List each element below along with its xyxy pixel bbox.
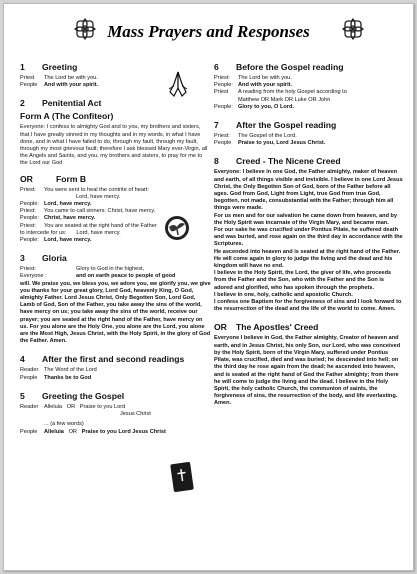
line-text: Alleluia — [44, 428, 64, 435]
section-number: 3 — [20, 253, 25, 264]
document-page — [3, 3, 414, 571]
line-text: And with your spirit. — [44, 82, 99, 89]
speaker-label: Everyone: — [20, 124, 46, 131]
or-label: OR — [20, 173, 33, 184]
speaker-label: Priest: — [20, 266, 36, 273]
line-text: Jesus Christ — [120, 411, 151, 418]
creed-paragraph: For us men and for our salvation he came down from heaven, and by the Holy Spirit was incarnate of the Virgin Mary, and became man. — [214, 212, 398, 226]
prayer-text: I confess to almighty God and to you, my brothers and sisters, that I have greatly sinned in my thoughts and in my words, in what I have done, and in what I have failed to do, through my fault, through my fault, through my most grievous fault; therefore I ask blessed Mary ever-Virgin, all the Angels and Saints, and you, my brothers and sisters, to pray for me to the Lord our God — [20, 124, 208, 167]
line-text: Glory to you, O Lord. — [238, 103, 294, 110]
speaker-label: Priest — [20, 75, 35, 81]
section-heading — [214, 120, 404, 131]
section-title: Gloria — [42, 253, 67, 264]
dialogue-line — [20, 367, 211, 374]
form-a-title: Form A (The Confiteor) — [20, 111, 114, 122]
speaker-label: People — [214, 140, 232, 147]
line-text: ... (a few words) — [44, 421, 84, 428]
right-column — [214, 62, 404, 408]
dialogue-line — [20, 411, 211, 418]
speaker-label: People: — [20, 201, 39, 208]
line-text: You are seated at the right hand of the Father — [44, 222, 157, 229]
section-heading — [214, 322, 404, 333]
dialogue-line — [20, 375, 211, 382]
line-text: The Lord be with you. — [238, 75, 292, 81]
page-title: Mass Prayers and Responses — [107, 22, 310, 41]
section-title: Greeting the Gospel — [42, 390, 125, 401]
section-heading — [214, 156, 404, 167]
gloria-text: will. We praise you, we bless you, we adore you, we glorify you, we give you thanks for your great glory, Lord God, heavenly King, O God, almighty Father. Lord Jesus Christ, Only Begotten Son, Lord God, Lamb of God, Son of the Father, you take away the sins of the world, have mercy on us; you take away the sins of the world, receive our prayer; you are seated at the right hand of the Father, have mercy on us. For you alone are the Holy One, you alone are the Lord, you alone are the Most High, Jesus Christ, with the Holy Spirit, in the glory of God the Father. Amen. — [20, 280, 211, 345]
dialogue-line — [214, 140, 404, 147]
line-text: Glory to God in the highest, — [76, 266, 145, 273]
speaker-label: People — [20, 428, 38, 435]
dialogue-line — [20, 421, 211, 428]
speaker-label: Priest: — [20, 186, 36, 193]
speaker-label: Priest — [214, 89, 229, 96]
speaker-label: Priest: — [214, 75, 230, 81]
line-text: Praise to you Lord Jesus Christ — [81, 428, 166, 435]
speaker-label: People: — [20, 237, 39, 244]
dialogue-line — [214, 97, 404, 104]
dialogue-line — [20, 215, 211, 222]
speaker-label: People: — [214, 82, 233, 89]
line-text: and on earth peace to people of good — [76, 273, 176, 280]
line-text: Praise to you Lord — [79, 403, 126, 410]
creed-paragraph: I believe in the Holy Spirit, the Lord, the giver of life, who proceeds from the Father and the Son, who with the Father and the Son is adored and glorified, who has spoken through the prophets. — [214, 270, 392, 291]
section-number: 4 — [20, 354, 25, 365]
line-text: Lord, have mercy. — [76, 229, 121, 236]
section-number: 7 — [214, 120, 219, 131]
speaker-label: People: — [20, 215, 39, 222]
dialogue-line — [214, 89, 404, 96]
creed-paragraph: Everyone: I believe in one God, the Father almighty, maker of heaven and earth, of all things visible and invisible. I believe in one Lord Jesus Christ, the Only Begotten Son of God, born of the Father before all ages. God from God, Light from Light, true God from true God, begotten, not made, consubstantial with the Father; through him all things were made. — [214, 169, 403, 212]
creed-paragraph: For our sake he was crucified under Pontius Pilate, he suffered death and was buried, and rose again on the third day in accordance with the Scriptures. — [214, 227, 403, 248]
section-title: Creed - The Nicene Creed — [236, 156, 341, 167]
section-heading — [20, 253, 211, 264]
subheading — [20, 111, 211, 122]
confiteor-text — [20, 124, 211, 167]
line-text: Lord, have mercy. — [76, 193, 121, 200]
line-text: Thanks be to God — [44, 374, 92, 381]
line-text: Christ, have mercy. — [44, 215, 96, 222]
dialogue-line — [20, 82, 211, 89]
or-label: OR — [66, 403, 76, 410]
dialogue-line — [20, 201, 211, 208]
dialogue-line — [20, 187, 211, 194]
section-title: Greeting — [42, 62, 78, 72]
dialogue-line — [214, 104, 404, 111]
line-text: You were sent to heal the contrite of heart: — [44, 186, 149, 193]
dialogue-line — [214, 82, 404, 89]
dialogue-line — [20, 404, 211, 411]
section-heading — [20, 98, 211, 109]
line-text: Lord, have mercy. — [44, 201, 92, 208]
section-number: 5 — [20, 390, 25, 401]
speaker-label: Reader — [20, 403, 39, 410]
creed-paragraph: I confess one Baptism for the forgiveness of sins and I look forward to the resurrection of the dead and the life of the world to come. Amen. — [214, 299, 402, 313]
section-title: After the first and second readings — [42, 354, 185, 365]
dialogue-line — [20, 237, 211, 244]
line-text: to intercede for us: — [20, 229, 67, 236]
speaker-label: Priest: — [20, 208, 36, 215]
form-b-title: Form B — [56, 173, 87, 184]
dialogue-line — [20, 273, 211, 280]
line-text: The Lord be with you. — [44, 75, 98, 81]
section-number: 2 — [20, 98, 25, 109]
section-title: Penitential Act — [42, 98, 102, 109]
dialogue-line — [20, 194, 211, 201]
apostles-creed-text: Everyone I believe in God, the Father almighty, Creator of heaven and earth, and in Jesus Christ, his only Son, our Lord, who was conceived by the Holy Spirit, born of the Virgin Mary, suffered under Pontius Pilate, was crucified, died and was buried; he descended into hell; on the third day he rose again from the dead; he ascended into heaven, and is seated at the right hand of God the Father almighty; from there he will come to judge the living and the dead. I believe in the Holy Spirit, the holy catholic Church, the communion of saints, the forgiveness of sins, the resurrection of the body, and life everlasting. Amen. — [214, 335, 401, 407]
line-text: And with your spirit. — [238, 82, 293, 89]
dialogue-line — [20, 429, 211, 436]
section-number: 6 — [214, 62, 219, 72]
section-title: Before the Gospel reading — [236, 62, 344, 72]
line-text: Matthew OR Mark OR Luke OR John — [238, 96, 331, 103]
line-text: Alleluia — [44, 403, 63, 410]
or-label: OR — [68, 428, 77, 435]
speaker-label: Priest: — [214, 133, 230, 140]
section-heading — [214, 62, 404, 73]
section-number: 1 — [20, 62, 25, 72]
dialogue-line — [20, 230, 211, 237]
dialogue-line — [20, 223, 211, 230]
section-number: 8 — [214, 156, 219, 167]
speaker-label: Priest: — [20, 222, 36, 229]
left-column — [20, 62, 211, 436]
dialogue-line — [20, 75, 211, 82]
dialogue-line — [20, 208, 211, 215]
or-label: OR — [214, 322, 227, 333]
line-text: The Gospel of the Lord. — [238, 133, 297, 140]
dialogue-line — [214, 133, 404, 140]
line-text: Lord, have mercy. — [44, 237, 92, 244]
dialogue-line — [20, 266, 211, 273]
subheading — [20, 174, 211, 185]
holy-bible-icon — [170, 461, 194, 493]
creed-paragraph: I believe in one, holy, catholic and apostolic Church. — [214, 291, 353, 298]
speaker-label: People — [20, 82, 38, 89]
speaker-label: People — [20, 374, 38, 381]
section-title: The Apostles' Creed — [236, 322, 319, 333]
dialogue-line — [214, 75, 404, 82]
line-text: Praise to you, Lord Jesus Christ. — [238, 140, 326, 147]
section-heading — [20, 62, 211, 73]
speaker-label: Everyone : — [20, 273, 47, 280]
speaker-label: People: — [214, 103, 233, 110]
section-title: After the Gospel reading — [236, 120, 337, 131]
line-text: A reading from the holy Gospel according to — [238, 89, 347, 96]
section-heading — [20, 391, 211, 402]
section-heading — [20, 354, 211, 365]
line-text: The Word of the Lord — [44, 367, 97, 374]
speaker-label: Reader — [20, 367, 39, 374]
line-text: You came to call sinners: Christ, have mercy. — [44, 208, 156, 215]
creed-paragraph: He ascended into heaven and is seated at the right hand of the Father. He will come again in glory to judge the living and the dead and his kingdom will have no end. — [214, 248, 401, 270]
